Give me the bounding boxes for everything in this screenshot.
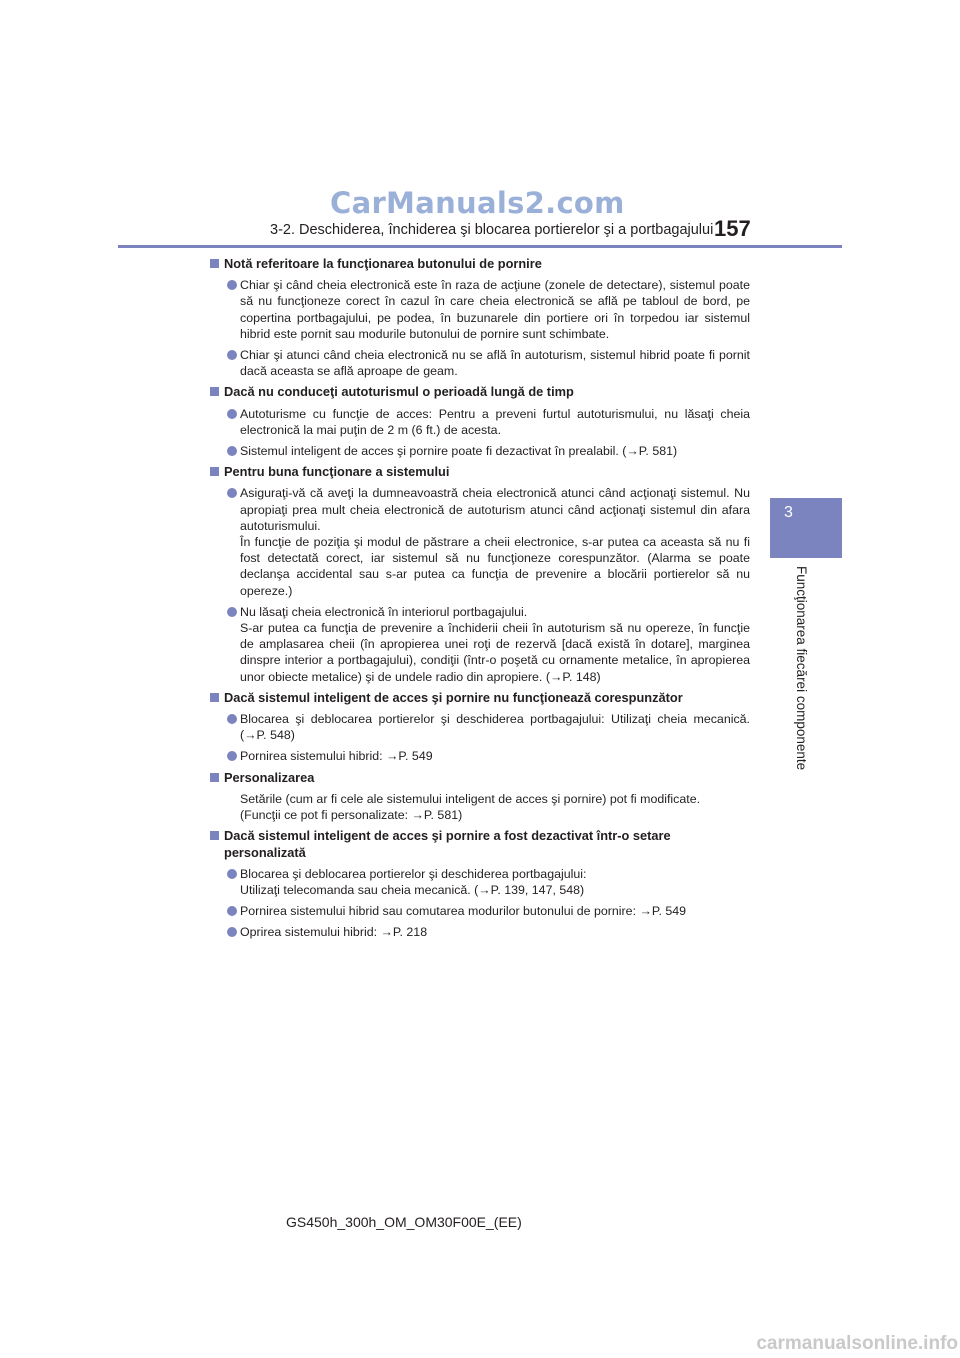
- main-content: [210, 256, 750, 946]
- watermark-bottom: carmanualsonline.info: [756, 1333, 958, 1354]
- footer-code: GS450h_300h_OM_OM30F00E_(EE): [286, 1214, 522, 1230]
- section-heading: [210, 828, 750, 860]
- section: [210, 690, 750, 765]
- circle-bullet-icon: [227, 869, 237, 879]
- circle-bullet-icon: [227, 488, 237, 498]
- section: [210, 256, 750, 379]
- side-tab: [770, 498, 842, 558]
- square-bullet-icon: [210, 259, 219, 268]
- section: [210, 770, 750, 824]
- circle-bullet-icon: [227, 607, 237, 617]
- bullet-item: [210, 406, 750, 438]
- header-title: 3-2. Deschiderea, închiderea şi blocarea portierelor şi a portbagajului: [270, 222, 714, 238]
- section: [210, 464, 750, 685]
- section-heading-text: Notă referitoare la funcţionarea butonului de pornire: [224, 256, 542, 271]
- bullet-item: [210, 277, 750, 342]
- page-number: 157: [714, 216, 751, 241]
- section-heading-text: Pentru buna funcţionare a sistemului: [224, 464, 450, 480]
- section-heading-text: Dacă sistemul inteligent de acces şi pornire nu funcţionează corespunzător: [224, 689, 683, 705]
- circle-bullet-icon: [227, 927, 237, 937]
- bullet-item: [210, 903, 750, 919]
- watermark-top: CarManuals2.com: [330, 186, 625, 220]
- section-heading-text: Dacă nu conduceţi autoturismul o perioadă lungă de timp: [224, 384, 574, 400]
- bullet-text: Pornirea sistemului hibrid: →P. 549: [240, 749, 433, 764]
- section-heading: [210, 770, 750, 786]
- square-bullet-icon: [210, 387, 219, 396]
- bullet-text: Blocarea şi deblocarea portierelor şi deschiderea portbagajului: Utilizaţi telecomanda sau cheia mecanică. (→P. 139, 147, 548): [240, 866, 587, 897]
- bullet-item: [210, 485, 750, 598]
- circle-bullet-icon: [227, 714, 237, 724]
- circle-bullet-icon: [227, 751, 237, 761]
- paragraph: Setările (cum ar fi cele ale sistemului inteligent de acces şi pornire) pot fi modificate. (Funcţii ce pot fi personalizate: →P. 581): [240, 791, 701, 823]
- section-heading: [210, 690, 750, 706]
- section-heading: [210, 464, 750, 480]
- bullet-text: Pornirea sistemului hibrid sau comutarea modurilor butonului de pornire: →P. 549: [240, 904, 687, 919]
- side-tab-label-text: Funcţionarea fiecărei componente: [794, 566, 809, 771]
- section: [210, 828, 750, 940]
- section: [210, 384, 750, 459]
- bullet-text: Autoturisme cu funcţie de acces: Pentru a preveni furtul autoturismului, nu lăsaţi cheia electronică la mai puţin de 2 m (6 ft.) de acesta.: [240, 406, 750, 437]
- section-heading: [210, 384, 750, 400]
- circle-bullet-icon: [227, 409, 237, 419]
- bullet-text: Chiar şi când cheia electronică este în raza de acţiune (zonele de detectare), sistemul poate să nu funcţioneze corect în cazul în care cheia electronică se află pe tabloul de bord, pe copertina portbagajului, pe podea, în buzunarele din portiere ori în torpedou iar sistemul hibrid este pornit sau modurile butonului de pornire sunt schimbate.: [240, 278, 750, 341]
- bullet-text: Nu lăsaţi cheia electronică în interiorul portbagajului. S-ar putea ca funcţia de prevenire a închiderii cheii în autoturism să nu opereze, în funcţie de amplasarea cheii (în apropierea unei roţi de rezervă [dacă există în dotare], marginea dinspre interior a portbagajului), condiţii (într-o poşetă cu ornamente metalice, în apropierea unor obiecte metalice) şi de undele radio din apropiere. (→P. 148): [240, 604, 750, 684]
- square-bullet-icon: [210, 773, 219, 782]
- bullet-text: Blocarea şi deblocarea portierelor şi deschiderea portbagajului: Utilizaţi cheia mecanică. (→P. 548): [240, 712, 750, 743]
- bullet-text: Chiar şi atunci când cheia electronică nu se află în autoturism, sistemul hibrid poate fi pornit dacă aceasta se află aproape de geam.: [240, 348, 750, 379]
- bullet-item: [210, 443, 750, 459]
- circle-bullet-icon: [227, 446, 237, 456]
- square-bullet-icon: [210, 467, 219, 476]
- bullet-text: Sistemul inteligent de acces şi pornire poate fi dezactivat în prealabil. (→P. 581): [240, 444, 678, 459]
- bullet-item: [210, 347, 750, 379]
- square-bullet-icon: [210, 831, 219, 840]
- section-heading-text: Personalizarea: [224, 769, 315, 785]
- bullet-item: [210, 604, 750, 685]
- side-tab-label: [795, 566, 811, 776]
- side-tab-number: 3: [784, 504, 793, 521]
- bullet-item: [210, 924, 750, 940]
- circle-bullet-icon: [227, 350, 237, 360]
- section-heading: [210, 256, 750, 272]
- section-heading-text: Dacă sistemul inteligent de acces şi pornire a fost dezactivat într-o setare personalizată: [224, 828, 671, 860]
- bullet-text: Oprirea sistemului hibrid: →P. 218: [240, 925, 428, 940]
- header-rule: [118, 245, 842, 248]
- circle-bullet-icon: [227, 280, 237, 290]
- circle-bullet-icon: [227, 906, 237, 916]
- square-bullet-icon: [210, 693, 219, 702]
- bullet-item: [210, 866, 750, 898]
- bullet-item: [210, 711, 750, 743]
- bullet-text: Asiguraţi-vă că aveţi la dumneavoastră cheia electronică atunci când acţionaţi sistemul. Nu apropiaţi prea mult cheia electronică de autoturism atunci când acţionaţi sistemul din afara autoturismului. În funcţie de poziţia şi modul de păstrare a cheii electronice, s-ar putea ca aceasta să nu fi fost detectată corect, iar sistemul să nu funcţioneze corespunzător. (Alarma se poate declanşa accidental sau s-ar putea ca funcţia de prevenire a blocării portierelor să nu opereze.): [240, 486, 750, 598]
- bullet-item: [210, 748, 750, 764]
